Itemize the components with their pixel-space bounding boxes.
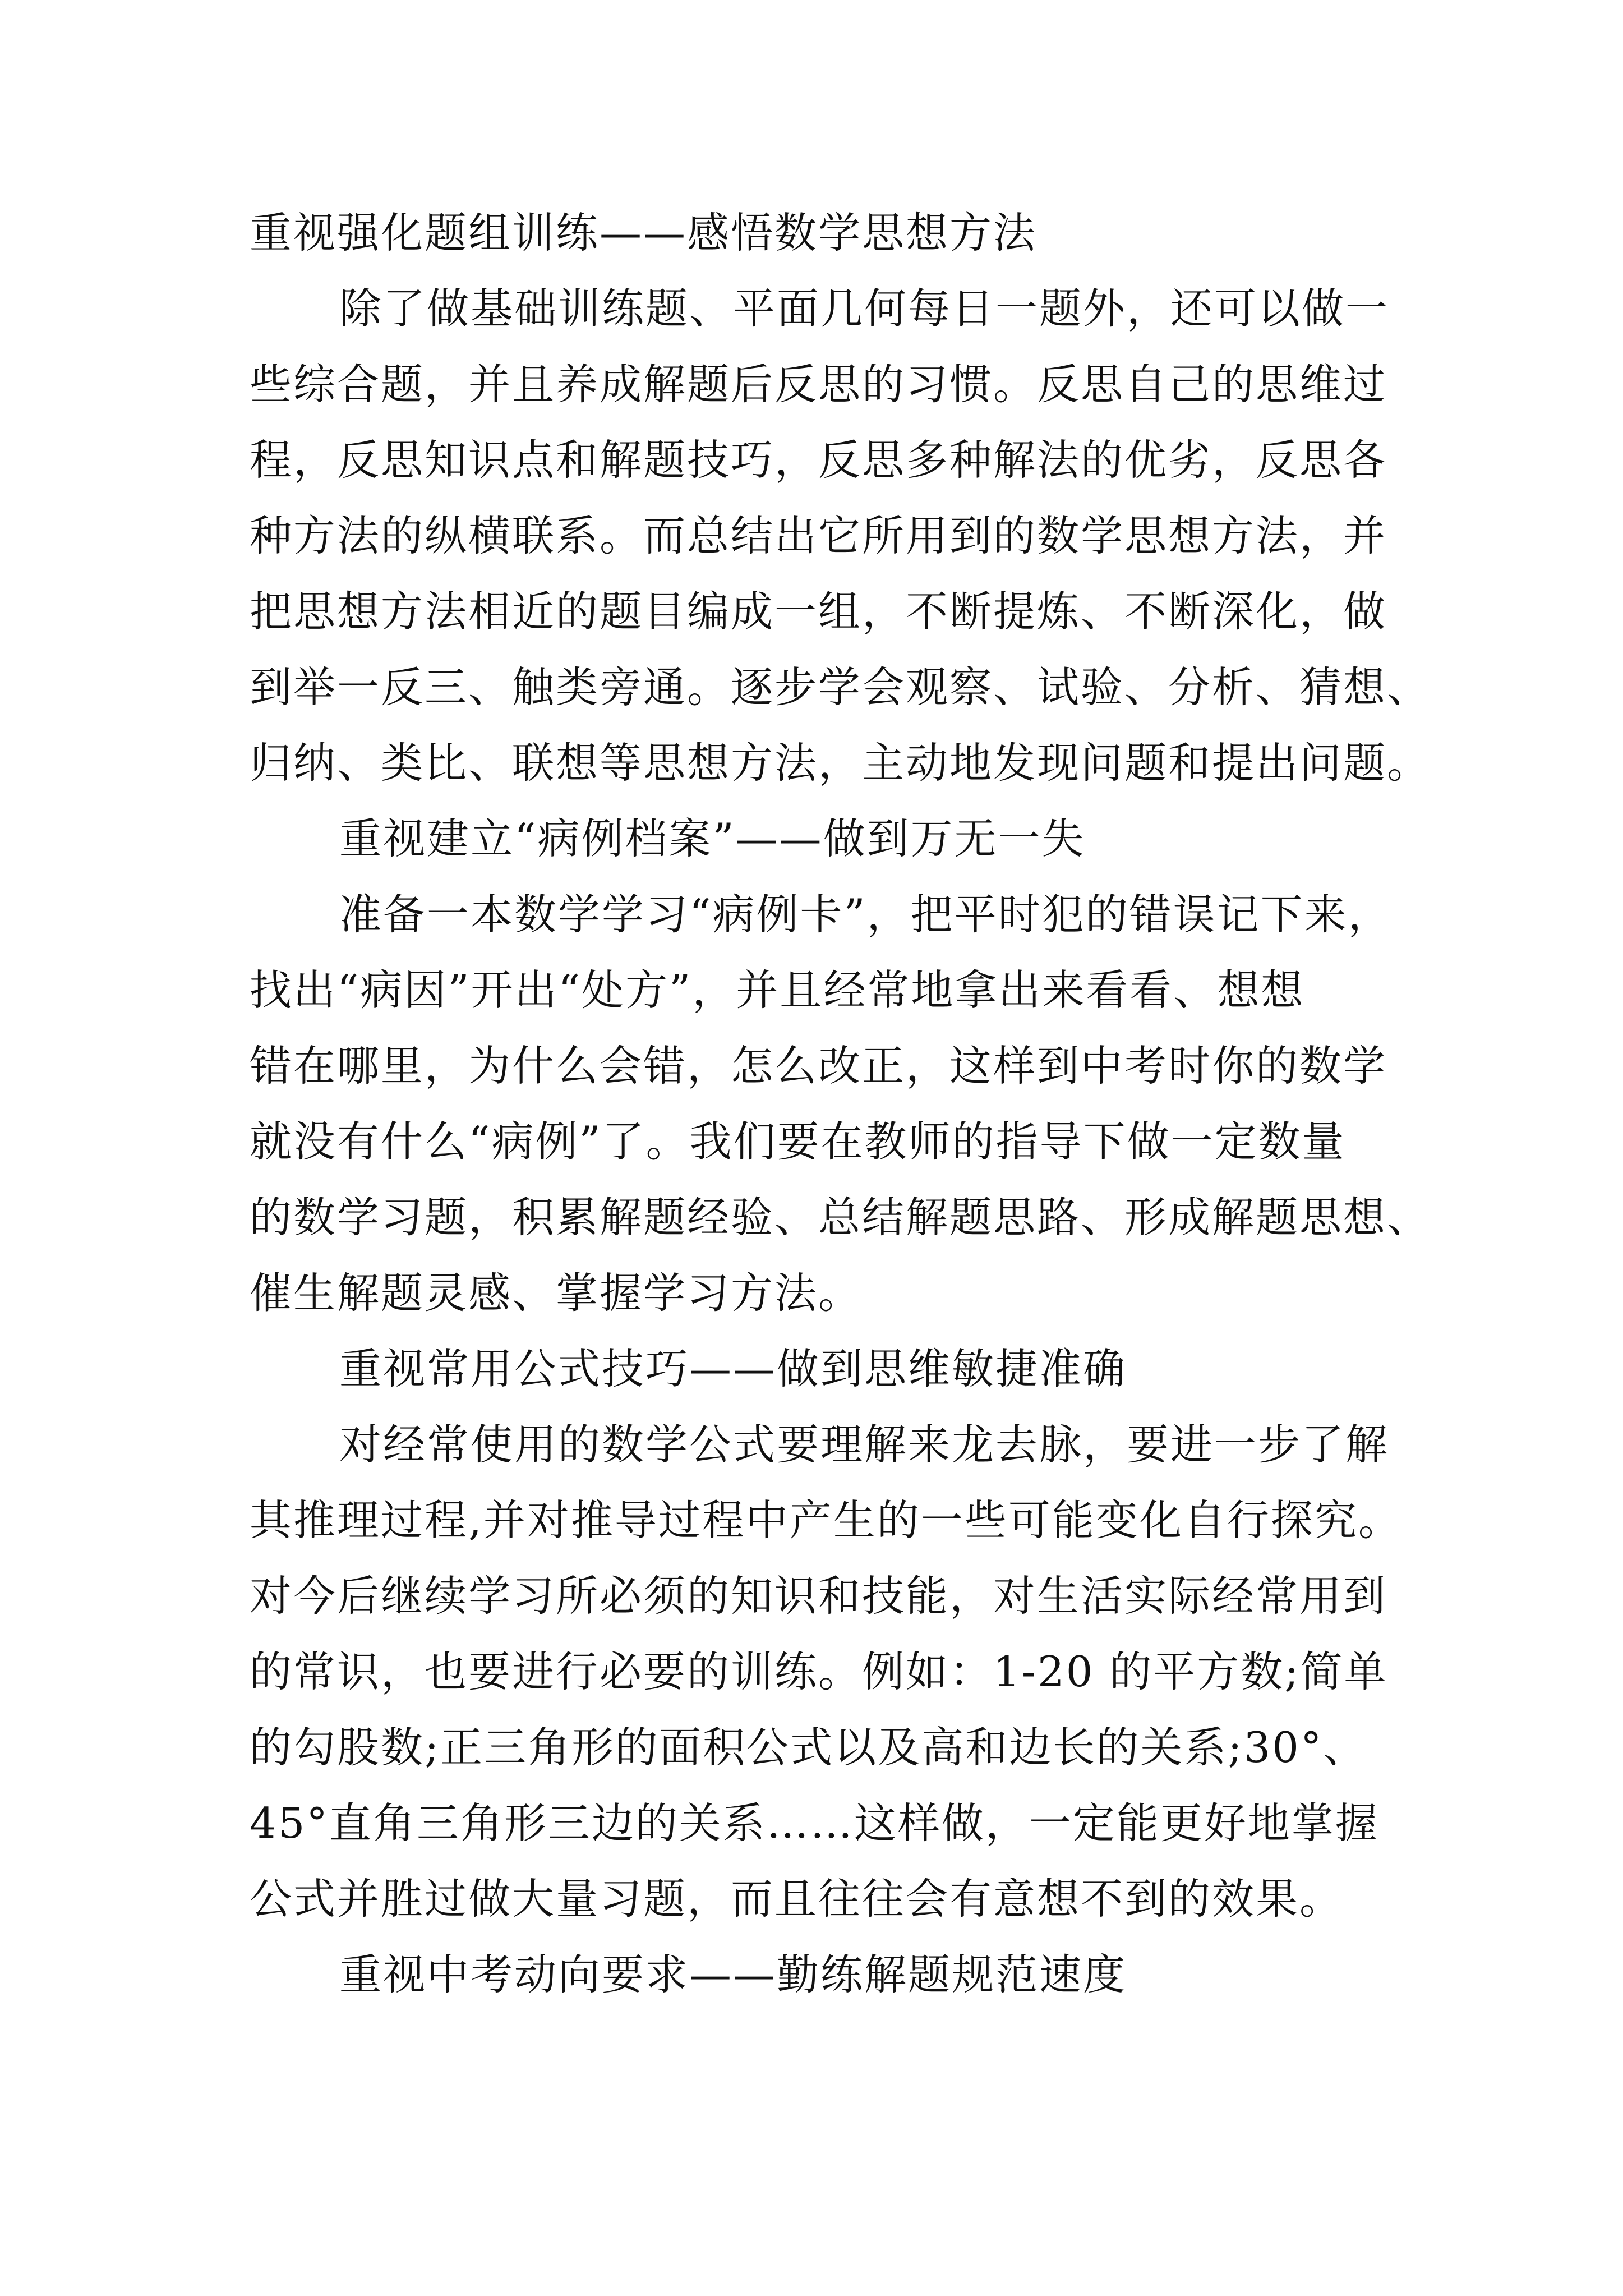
- paragraph-line: 找出“病因”开出“处方”，并且经常地拿出来看看、想想: [250, 965, 1305, 1015]
- paragraph-line: 归纳、类比、联想等思想方法，主动地发现问题和提出问题。: [250, 738, 1431, 788]
- paragraph-line: 的常识，也要进行必要的训练。例如：1-20 的平方数;简单: [250, 1647, 1388, 1696]
- section-heading-common-formulas: 重视常用公式技巧——做到思维敏捷准确: [339, 1344, 1127, 1393]
- paragraph-line: 准备一本数学学习“病例卡”，把平时犯的错误记下来，: [339, 890, 1392, 939]
- paragraph-line: 种方法的纵横联系。而总结出它所用到的数学思想方法，并: [250, 511, 1387, 560]
- paragraph-line: 其推理过程,并对推导过程中产生的一些可能变化自行探究。: [250, 1496, 1402, 1545]
- paragraph-line: 错在哪里，为什么会错，怎么改正，这样到中考时你的数学: [250, 1041, 1387, 1091]
- section-heading-exam-trends: 重视中考动向要求——勤练解题规范速度: [339, 1950, 1127, 1999]
- paragraph-line: 45°直角三角形三边的关系……这样做，一定能更好地掌握: [250, 1798, 1379, 1848]
- paragraph-line: 对今后继续学习所必须的知识和技能，对生活实际经常用到: [250, 1571, 1387, 1621]
- paragraph-line: 把思想方法相近的题目编成一组，不断提炼、不断深化，做: [250, 587, 1387, 636]
- paragraph-line: 的勾股数;正三角形的面积公式以及高和边长的关系;30°、: [250, 1723, 1367, 1772]
- paragraph-line: 就没有什么“病例”了。我们要在教师的指导下做一定数量: [250, 1117, 1346, 1166]
- paragraph-line: 公式并胜过做大量习题，而且往往会有意想不到的效果。: [250, 1874, 1344, 1924]
- paragraph-line: 的数学习题，积累解题经验、总结解题思路、形成解题思想、: [250, 1193, 1431, 1242]
- paragraph-line: 程，反思知识点和解题技巧，反思多种解法的优劣，反思各: [250, 435, 1387, 485]
- section-heading-topic-group-training: 重视强化题组训练——感悟数学思想方法: [250, 208, 1038, 257]
- paragraph-line: 些综合题，并且养成解题后反思的习惯。反思自己的思维过: [250, 360, 1387, 409]
- paragraph-line: 到举一反三、触类旁通。逐步学会观察、试验、分析、猜想、: [250, 662, 1431, 712]
- paragraph-line: 对经常使用的数学公式要理解来龙去脉，要进一步了解: [339, 1420, 1390, 1469]
- section-heading-error-archive: 重视建立“病例档案”——做到万无一失: [339, 814, 1086, 863]
- paragraph-line: 除了做基础训练题、平面几何每日一题外，还可以做一: [339, 284, 1390, 333]
- paragraph-line: 催生解题灵感、掌握学习方法。: [250, 1268, 863, 1318]
